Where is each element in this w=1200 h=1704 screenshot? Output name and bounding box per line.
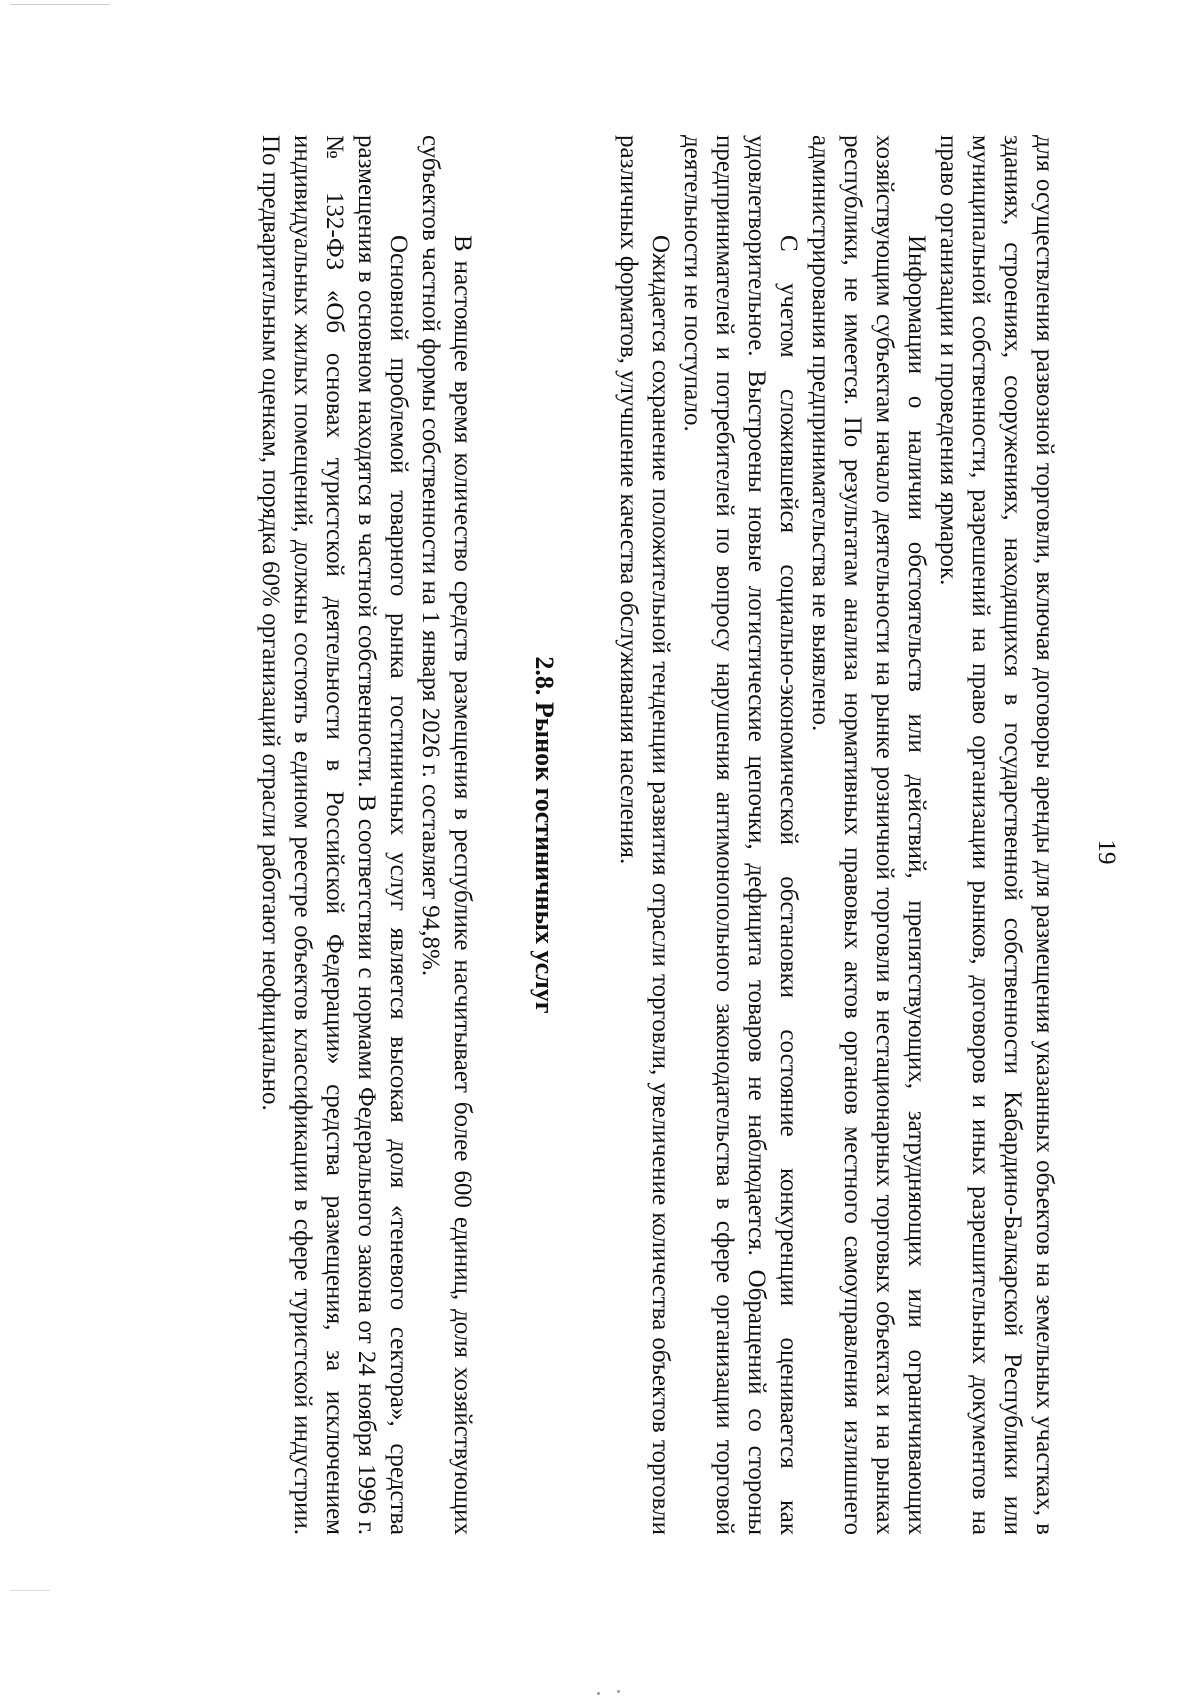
scan-artifact-line	[10, 1590, 50, 1591]
paragraph-fair-permits: для осуществления развозной торговли, включая договоры аренды для размещения указанных объектов на земельных участках, в зданиях, строениях, сооружениях, находящихся в государственной собственности Кабардино-Балкарской Республики или муниципальной собственности, разрешений на право организации рынков, договоров и иных разрешительных документов на право организации и проведения ярмарок.	[935, 135, 1058, 1535]
paragraph-accommodation-count: В настоящее время количество средств размещения в республике насчитывает более 600 единиц, доля хозяйствующих субъектов частной формы собственности на 1 января 2026 г. составляет 94,8%.	[417, 135, 476, 1535]
scan-artifact-dot	[597, 1692, 600, 1695]
section-heading-hotel-market: 2.8. Рынок гостиничных услуг	[530, 656, 559, 1014]
page-number: 19	[1093, 839, 1120, 865]
paragraph-shadow-sector: Основной проблемой товарного рынка гостиничных услуг является высокая доля «теневого сектора», средства размещения в основном находятся в частной собственности. В соответствии с нормами Федерального закона от 24 ноября 1996 г. № 132-ФЗ «Об основах туристской деятельности в Российской Федерации» средства размещения, за исключением индивидуальных жилых помещений, должны состоять в едином реестре объектов классификации в сфере туристской индустрии. По предварительным оценкам, порядка 60% организаций отрасли работают неофициально.	[257, 135, 412, 1535]
page-body	[254, 135, 1060, 1535]
paragraph-no-barriers: Информации о наличии обстоятельств или действий, препятствующих, затрудняющих или ограничивающих хозяйствующим субъектам начало деятельности на рынке розничной торговли в нестационарных торговых объектах и на рынках республики, не имеется. По результатам анализа нормативных правовых актов органов местного самоуправления излишнего администрирования предпринимательства не выявлено.	[807, 135, 930, 1535]
paragraph-competition-state: С учетом сложившейся социально-экономической обстановки состояние конкуренции оценивается как удовлетворительное. Выстроены новые логистические цепочки, дефицита товаров не наблюдается. Обращений со стороны предпринимателей и потребителей по вопросу нарушения антимонопольного законодательства в сфере организации торговой деятельности не поступало.	[679, 135, 802, 1535]
paragraph-trade-outlook: Ожидается сохранение положительной тенденции развития отрасли торговли, увеличение количества объектов торговли различных форматов, улучшение качества обслуживания населения.	[615, 135, 674, 1535]
scan-artifact-dot	[617, 1690, 620, 1693]
scan-artifact-line	[10, 4, 110, 5]
